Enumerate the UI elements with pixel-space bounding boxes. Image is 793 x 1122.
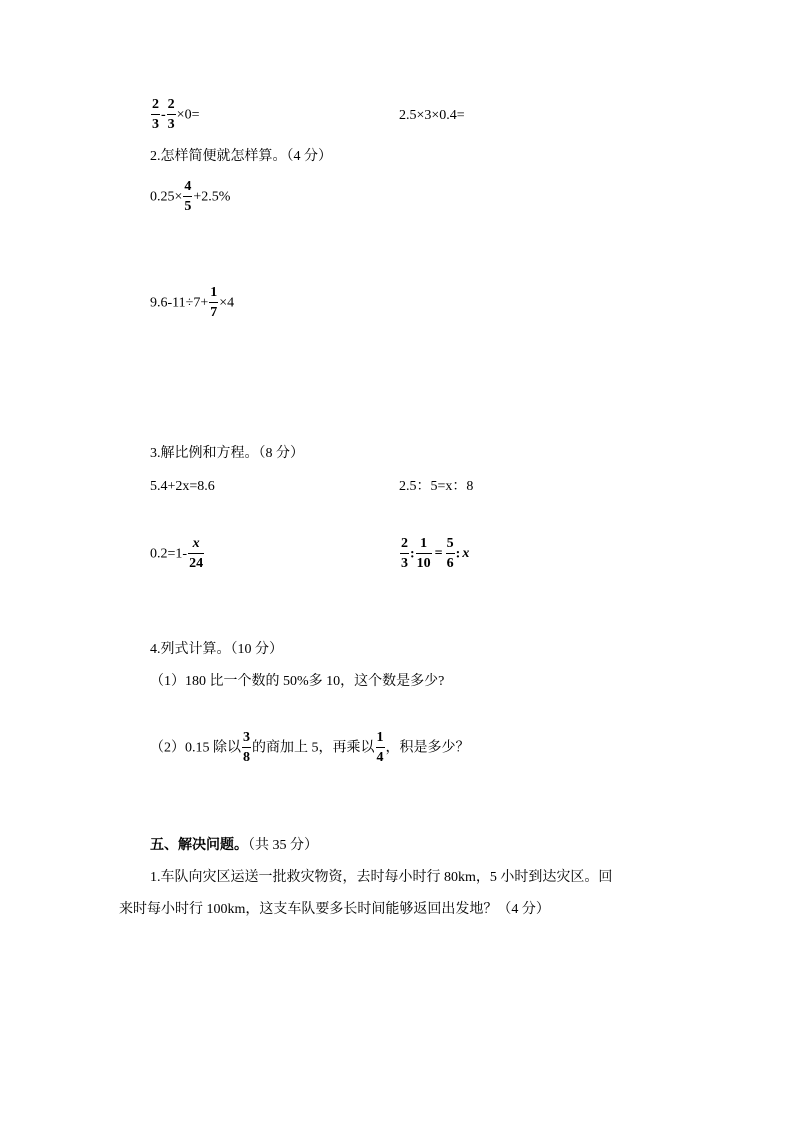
q4-problem-1: （1）180 比一个数的 50%多 10，这个数是多少? (150, 674, 445, 689)
denominator: 3 (152, 117, 159, 133)
fraction (242, 731, 251, 765)
q3-equation-b: 2.5：5=x：8 (399, 479, 474, 494)
fraction (400, 537, 409, 571)
denominator: 3 (401, 556, 408, 572)
expr-head: 0.2=1- (150, 546, 188, 562)
expr-head: 0.25× (150, 189, 183, 205)
denominator: 4 (376, 750, 384, 766)
denominator: 7 (210, 305, 218, 321)
fraction (416, 537, 432, 571)
numerator: 3 (243, 730, 250, 745)
q4-title: 4.列式计算。（10 分） (150, 642, 283, 657)
expr-row1-right: 2.5×3×0.4= (399, 108, 465, 123)
fraction (167, 98, 176, 132)
denominator: 10 (416, 556, 431, 572)
numerator: x (192, 536, 200, 551)
q2-expr2 (150, 286, 234, 320)
section-points: （共 35 分） (248, 838, 318, 853)
numerator: 5 (446, 536, 454, 551)
denominator: 24 (189, 556, 204, 572)
operator: - (161, 107, 166, 123)
expr-tail: +2.5% (193, 189, 231, 205)
q2-title: 2.怎样简便就怎样算。（4 分） (150, 149, 332, 164)
numerator: 2 (167, 97, 175, 112)
fraction (376, 731, 385, 765)
denominator: 8 (243, 750, 250, 766)
section-heading: 五、解决问题。 (150, 838, 248, 853)
q2-expr1 (150, 180, 230, 214)
q3-equation-d (399, 537, 469, 571)
denominator: 5 (184, 199, 192, 215)
fraction (188, 537, 204, 571)
fraction (183, 180, 192, 214)
section5-problem-1-line1: 1.车队向灾区运送一批救灾物资，去时每小时行 80km，5 小时到达灾区。回 (150, 870, 613, 885)
fraction (209, 286, 218, 320)
numerator: 1 (420, 536, 428, 551)
expr-tail: ，积是多少？ (385, 740, 470, 756)
expr-row1-left (150, 98, 199, 132)
denominator: 3 (167, 117, 175, 133)
operator: = (434, 546, 443, 562)
expr-tail: ×4 (219, 295, 235, 311)
numerator: 1 (376, 730, 384, 745)
numerator: 2 (152, 97, 159, 112)
expr-head: 9.6-11÷7+ (150, 295, 209, 311)
numerator: 2 (401, 536, 408, 551)
denominator: 6 (446, 556, 454, 572)
section5-title (150, 839, 318, 853)
operator: : (455, 546, 461, 562)
q4-problem-2 (150, 731, 470, 765)
q3-equation-a: 5.4+2x=8.6 (150, 479, 215, 494)
section5-problem-1-line2: 来时每小时行 100km，这支车队要多长时间能够返回出发地？（4 分） (119, 902, 550, 917)
fraction (446, 537, 455, 571)
operator: : (410, 546, 415, 562)
fraction (151, 98, 160, 132)
expr-head: （2）0.15 除以 (150, 740, 241, 756)
q3-title: 3.解比例和方程。（8 分） (150, 446, 304, 461)
numerator: 1 (210, 285, 218, 300)
expr-tail: ×0= (176, 107, 200, 123)
expr-mid: 的商加上 5，再乘以 (252, 740, 375, 756)
q3-equation-c (150, 537, 205, 571)
numerator: 4 (184, 179, 192, 194)
variable: x (462, 546, 470, 562)
